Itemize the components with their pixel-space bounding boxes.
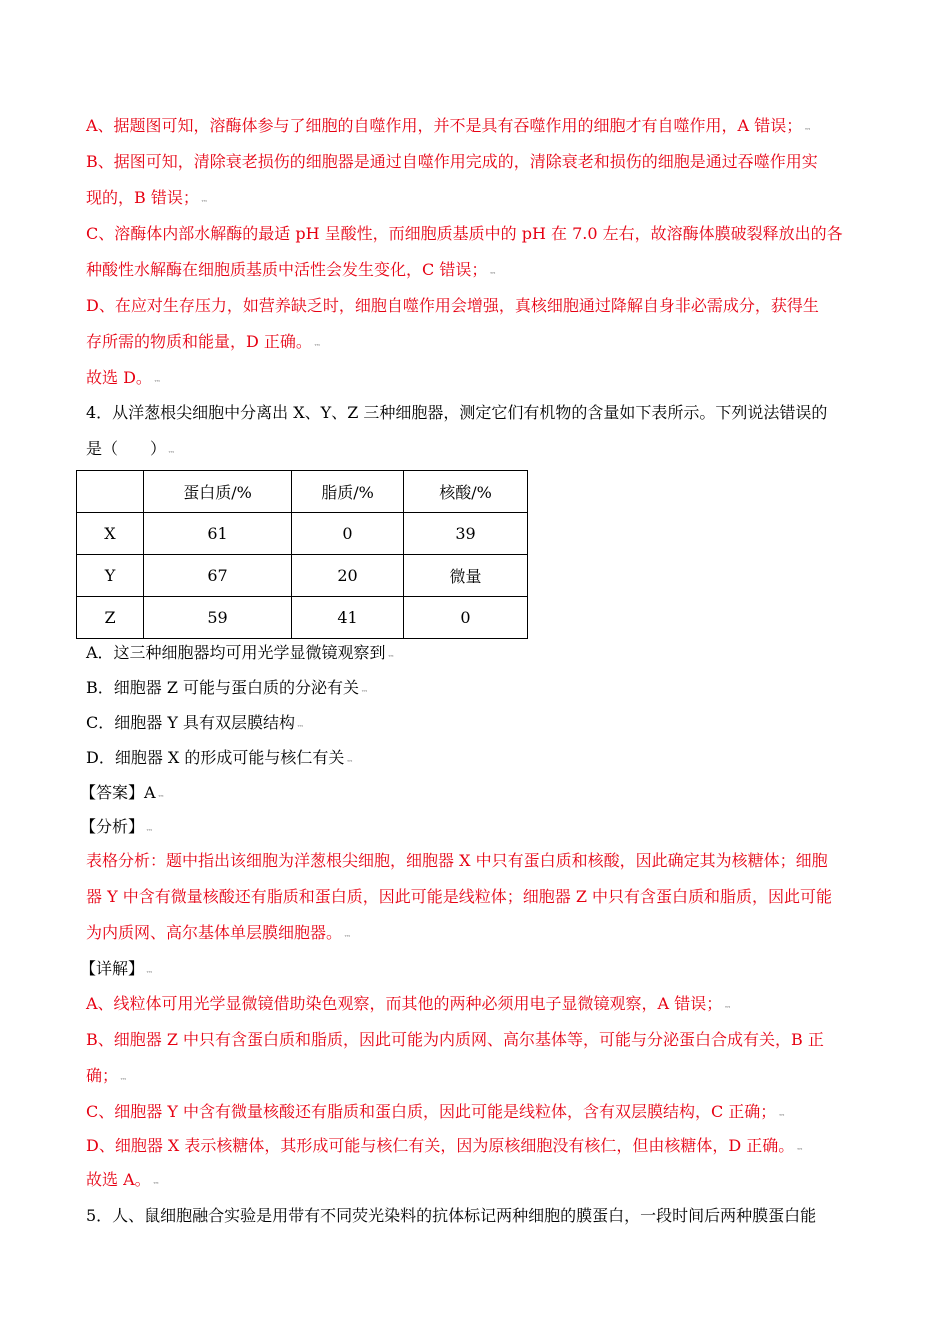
q4-detail-title: 【详解】 ™ bbox=[80, 959, 154, 978]
table-cell: 41 bbox=[292, 597, 404, 639]
table-cell: 61 bbox=[144, 513, 292, 555]
q4-detail-b: B、细胞器 Z 中只有含蛋白质和脂质，因此可能为内质网、高尔基体等，可能与分泌蛋白合成有关，B 正 bbox=[86, 1030, 824, 1049]
q5-stem: 5．人、鼠细胞融合实验是用带有不同荧光染料的抗体标记两种细胞的膜蛋白，一段时间后两种膜蛋白能 bbox=[86, 1206, 817, 1225]
q3-choice: 故选 D。 ™ bbox=[86, 368, 161, 387]
q3-explain-c-cont: 种酸性水解酶在细胞质基质中活性会发生变化，C 错误； ™ bbox=[86, 260, 497, 279]
table-row bbox=[77, 513, 528, 555]
q4-detail-c: C、细胞器 Y 中含有微量核酸还有脂质和蛋白质，因此可能是线粒体，含有双层膜结构，C 正确； ™ bbox=[86, 1102, 786, 1121]
q3-explain-b-cont: 现的，B 错误； ™ bbox=[86, 188, 208, 207]
q4-analysis-line3: 为内质网、高尔基体单层膜细胞器。 ™ bbox=[86, 923, 352, 942]
table-header-row bbox=[77, 471, 528, 513]
q3-explain-b: B、据图可知，清除衰老损伤的细胞器是通过自噬作用完成的，清除衰老和损伤的细胞是通过吞噬作用实 bbox=[86, 152, 818, 171]
q4-analysis-title: 【分析】 ™ bbox=[80, 817, 154, 836]
table-cell: 59 bbox=[144, 597, 292, 639]
q3-explain-a: A、据题图可知，溶酶体参与了细胞的自噬作用，并不是具有吞噬作用的细胞才有自噬作用，A 错误； ™ bbox=[86, 116, 812, 135]
table-header-cell: 核酸/% bbox=[404, 471, 528, 513]
table-cell: 0 bbox=[292, 513, 404, 555]
table-cell: 0 bbox=[404, 597, 528, 639]
table-cell: 20 bbox=[292, 555, 404, 597]
table-cell: 67 bbox=[144, 555, 292, 597]
table-cell: 微量 bbox=[404, 555, 528, 597]
table-header-cell: 脂质/% bbox=[292, 471, 404, 513]
table-cell: Z bbox=[77, 597, 144, 639]
table-header-cell bbox=[77, 471, 144, 513]
q4-option-c: C．细胞器 Y 具有双层膜结构 ™ bbox=[86, 713, 304, 732]
q4-analysis-line1: 表格分析：题中指出该细胞为洋葱根尖细胞，细胞器 X 中只有蛋白质和核酸，因此确定其为核糖体；细胞 bbox=[86, 851, 828, 870]
q4-answer: 【答案】A ™ bbox=[80, 783, 165, 802]
table-cell: Y bbox=[77, 555, 144, 597]
table-row bbox=[77, 555, 528, 597]
q4-detail-d: D、细胞器 X 表示核糖体，其形成可能与核仁有关，因为原核细胞没有核仁，但由核糖体，D 正确。 ™ bbox=[86, 1136, 804, 1155]
q4-choice: 故选 A。 ™ bbox=[86, 1170, 160, 1189]
table-cell: 39 bbox=[404, 513, 528, 555]
q4-option-b: B．细胞器 Z 可能与蛋白质的分泌有关 ™ bbox=[86, 678, 369, 697]
q4-option-a: A．这三种细胞器均可用光学显微镜观察到 ™ bbox=[86, 643, 395, 662]
q4-detail-a: A、线粒体可用光学显微镜借助染色观察，而其他的两种必须用电子显微镜观察，A 错误； ™ bbox=[86, 994, 732, 1013]
q4-stem-cont: 是（ ） ™ bbox=[86, 439, 176, 458]
q4-stem: 4．从洋葱根尖细胞中分离出 X、Y、Z 三种细胞器，测定它们有机物的含量如下表所示。下列说法错误的 bbox=[86, 403, 828, 422]
organelle-table bbox=[76, 470, 528, 639]
q4-detail-b-cont: 确； ™ bbox=[86, 1066, 128, 1085]
q4-option-d: D．细胞器 X 的形成可能与核仁有关 ™ bbox=[86, 748, 354, 767]
q3-explain-c: C、溶酶体内部水解酶的最适 pH 呈酸性，而细胞质基质中的 pH 在 7.0 左右，故溶酶体膜破裂释放出的各 bbox=[86, 224, 843, 243]
q4-analysis-line2: 器 Y 中含有微量核酸还有脂质和蛋白质，因此可能是线粒体；细胞器 Z 中只有含蛋白质和脂质，因此可能 bbox=[86, 887, 833, 906]
table-header-cell: 蛋白质/% bbox=[144, 471, 292, 513]
table-row bbox=[77, 597, 528, 639]
table-cell: X bbox=[77, 513, 144, 555]
q3-explain-d: D、在应对生存压力，如营养缺乏时，细胞自噬作用会增强，真核细胞通过降解自身非必需成分，获得生 bbox=[86, 296, 819, 315]
q3-explain-d-cont: 存所需的物质和能量，D 正确。 ™ bbox=[86, 332, 321, 351]
